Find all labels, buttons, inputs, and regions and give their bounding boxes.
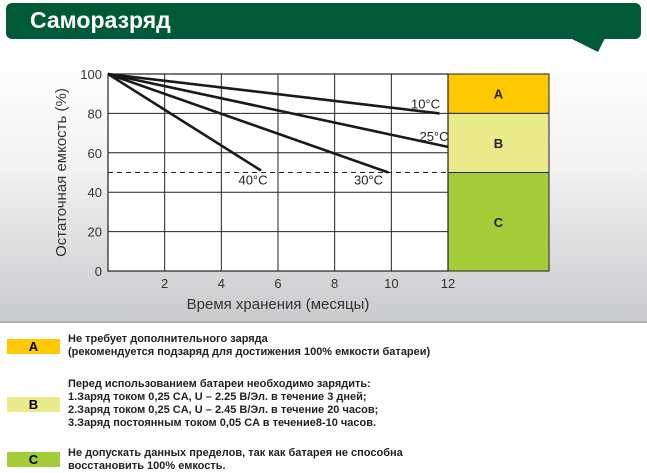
legend-line: (рекомендуется подзаряд для достижения 100% емкости батареи): [68, 346, 431, 358]
x-tick-label: 10: [384, 276, 399, 291]
series-label: 10°C: [410, 96, 441, 112]
divider: [0, 321, 647, 323]
legend-line: Не допускать данных пределов, так как батарея не способна: [68, 447, 403, 459]
x-tick-label: 8: [331, 276, 339, 291]
page-title: Саморазряд: [30, 7, 171, 33]
y-tick-label: 100: [80, 67, 102, 82]
series-label: 30°C: [353, 172, 384, 188]
y-axis-label: Остаточная емкость (%): [53, 88, 70, 257]
legend-line: 2.Заряд током 0,25 CA, U – 2.45 В/Эл. в течение 20 часов;: [68, 404, 379, 416]
x-tick-label: 12: [440, 276, 456, 291]
legend-text-c: [68, 447, 403, 473]
y-tick-label: 0: [94, 264, 102, 279]
legend-line: восстановить 100% емкость.: [68, 460, 226, 472]
y-tick-label: 80: [87, 106, 102, 122]
zone-label: A: [493, 86, 504, 102]
zone-label: B: [493, 135, 504, 151]
y-tick-label: 40: [87, 185, 102, 201]
legend-line: Перед использованием батареи необходимо зарядить:: [68, 378, 371, 390]
series-label: 40°C: [238, 172, 268, 188]
legend-swatch-b: B: [7, 397, 60, 412]
zone-label: C: [493, 214, 504, 230]
legend-text-b: [68, 378, 378, 430]
x-tick-label: 2: [161, 276, 169, 291]
legend-line: 3.Заряд постоянным током 0,05 CA в течение8-10 часов.: [68, 417, 377, 429]
x-tick-label: 6: [274, 276, 282, 291]
legend-swatch-c: C: [7, 452, 60, 467]
y-tick-label: 20: [87, 224, 102, 240]
legend-text-a: [68, 333, 430, 359]
x-axis-label: Время хранения (месяцы): [186, 296, 370, 313]
y-tick-label: 60: [87, 145, 102, 161]
legend-line: 1.Заряд током 0,25 CA, U – 2.25 В/Эл. в течение 3 дней;: [68, 391, 367, 403]
legend-swatch-a: A: [7, 339, 60, 354]
series-label: 25°C: [419, 128, 449, 144]
legend-line: Не требует дополнительного заряда: [68, 333, 268, 345]
x-tick-label: 4: [217, 276, 225, 291]
